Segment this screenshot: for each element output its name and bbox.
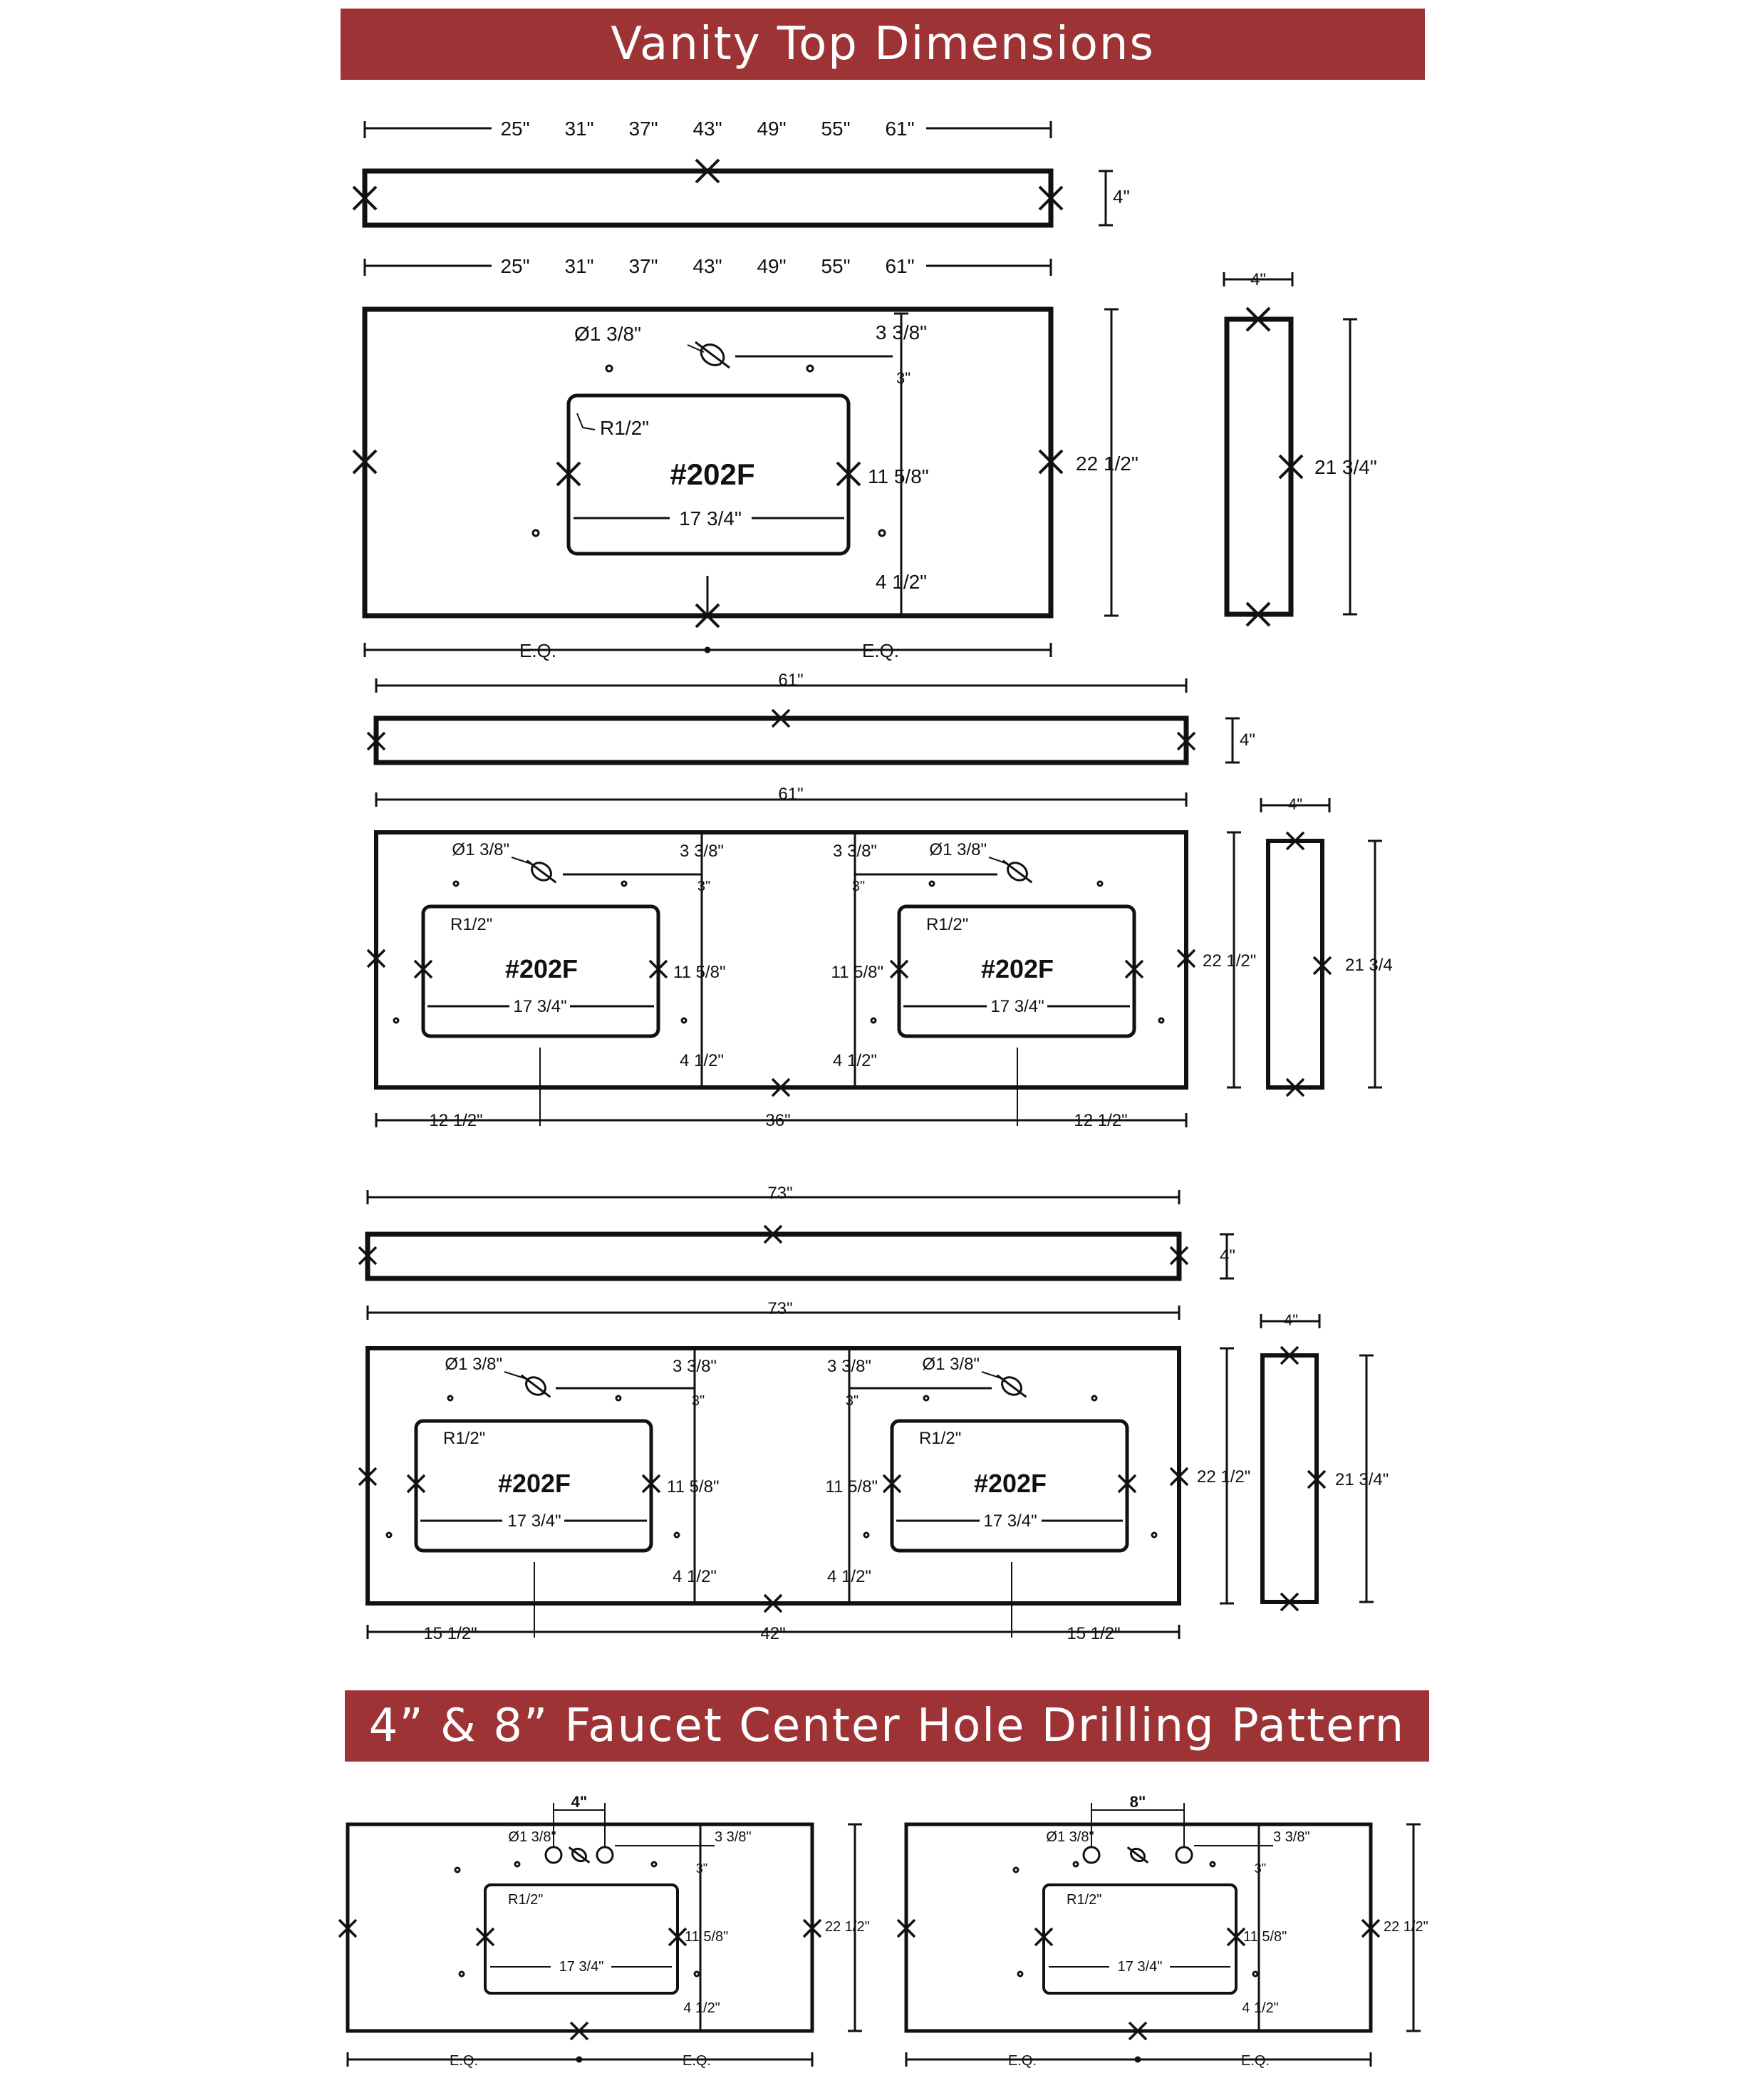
faucet-hole <box>1176 1847 1192 1863</box>
equal-spacing-label: E.Q. <box>449 2053 479 2069</box>
mounting-hole <box>1152 1533 1156 1537</box>
bowl-front-label: 4 1/2" <box>827 1567 871 1586</box>
sidesplash-width-label: 4" <box>1287 795 1303 813</box>
width-option-label: 31" <box>564 118 594 140</box>
top-depth-label: 22 1/2" <box>1384 1919 1428 1935</box>
top-depth-label: 22 1/2" <box>825 1919 870 1935</box>
overall-width-label: 73" <box>767 1299 793 1318</box>
backsplash-height-label: 4" <box>1113 186 1130 207</box>
hole-gap-label: 3" <box>691 1393 705 1409</box>
vanity-dimensions-title: Vanity Top Dimensions <box>341 9 1425 80</box>
backsplash-outline <box>368 1234 1179 1278</box>
faucet-hole <box>546 1847 561 1863</box>
mounting-hole <box>1092 1396 1096 1400</box>
bowl-height-label: 11 5/8" <box>825 1477 878 1497</box>
width-option-label: 43" <box>692 118 722 140</box>
vanity-top-outline <box>376 832 1186 1087</box>
radius-label: R1/2" <box>450 915 493 934</box>
mounting-hole <box>675 1533 679 1537</box>
overall-width-label: 61" <box>778 785 804 804</box>
width-option-label: 37" <box>628 118 658 140</box>
backsplash-height-label: 4" <box>1240 730 1255 750</box>
faucet-hole-label: Ø1 3/8" <box>922 1355 980 1374</box>
faucet-hole-label: Ø1 3/8" <box>1046 1829 1094 1845</box>
mounting-hole <box>455 1868 460 1872</box>
vanity-top-outline <box>368 1348 1179 1603</box>
mounting-hole <box>387 1533 391 1537</box>
width-option-label: 31" <box>564 255 594 277</box>
bowl-height-label: 11 5/8" <box>831 963 883 982</box>
faucet-center-label: 8" <box>1129 1793 1146 1811</box>
bowl-width-label: 17 3/4" <box>679 507 742 529</box>
hole-gap-label: 3" <box>851 879 866 894</box>
mounting-hole <box>695 1972 699 1976</box>
bowl-front-label: 4 1/2" <box>673 1567 717 1586</box>
bowl-front-label: 4 1/2" <box>1242 2000 1279 2016</box>
equal-spacing-label: E.Q. <box>682 2053 712 2069</box>
side-offset-label: 12 1/2" <box>1074 1111 1128 1130</box>
mounting-hole <box>864 1533 868 1537</box>
hole-gap-label: 3" <box>845 1393 859 1409</box>
side-offset-label: 15 1/2" <box>423 1624 477 1643</box>
hole-gap-label: 3" <box>896 369 911 387</box>
mounting-hole <box>515 1862 519 1866</box>
top-depth-label: 22 1/2" <box>1076 453 1138 475</box>
bowl-width-label: 17 3/4" <box>1117 1959 1163 1975</box>
mounting-hole <box>1014 1868 1018 1872</box>
width-option-label: 25" <box>500 255 530 277</box>
faucet-hole <box>597 1847 613 1863</box>
sink-model-label: #202F <box>973 1469 1047 1498</box>
radius-label: R1/2" <box>919 1429 962 1448</box>
mounting-hole <box>394 1018 398 1023</box>
faucet-hole-label: Ø1 3/8" <box>452 840 509 859</box>
mounting-hole <box>682 1018 686 1023</box>
mounting-hole <box>448 1396 452 1400</box>
width-option-label: 55" <box>821 118 851 140</box>
mounting-hole <box>1098 882 1102 886</box>
mounting-hole <box>807 366 813 371</box>
sidesplash-depth-label: 21 3/4 <box>1345 956 1393 975</box>
faucet-hole-label: Ø1 3/8" <box>445 1355 502 1374</box>
mounting-hole <box>460 1972 464 1976</box>
sink-model-label: #202F <box>497 1469 571 1498</box>
sidesplash-depth-label: 21 3/4" <box>1335 1470 1389 1489</box>
center-spacing-label: 36" <box>765 1111 791 1130</box>
mounting-hole <box>454 882 458 886</box>
equal-spacing-label: E.Q. <box>519 640 557 661</box>
sidesplash-depth-label: 21 3/4" <box>1314 456 1377 478</box>
width-option-label: 25" <box>500 118 530 140</box>
center-spacing-label: 42" <box>760 1624 786 1643</box>
faucet-hole <box>1084 1847 1099 1863</box>
overall-width-label: 61" <box>778 671 804 690</box>
hole-gap-label: 3" <box>1254 1861 1267 1876</box>
sidesplash-width-label: 4" <box>1283 1311 1299 1329</box>
overall-width-label: 73" <box>767 1184 793 1203</box>
radius-label: R1/2" <box>508 1892 544 1908</box>
radius-label: R1/2" <box>926 915 969 934</box>
backsplash-outline <box>376 718 1186 763</box>
width-option-label: 37" <box>628 255 658 277</box>
mounting-hole <box>930 882 934 886</box>
side-offset-label: 12 1/2" <box>429 1111 483 1130</box>
bowl-width-label: 17 3/4" <box>507 1511 561 1531</box>
radius-label: R1/2" <box>443 1429 486 1448</box>
hole-gap-label: 3" <box>695 1861 708 1876</box>
hole-offset-label: 3 3/8" <box>1273 1829 1310 1845</box>
hole-offset-label: 3 3/8" <box>827 1357 871 1376</box>
mounting-hole <box>879 530 885 536</box>
faucet-hole-label: Ø1 3/8" <box>508 1829 556 1845</box>
mounting-hole <box>1074 1862 1078 1866</box>
mounting-hole <box>622 882 626 886</box>
hole-offset-label: 3 3/8" <box>875 321 928 343</box>
bowl-height-label: 11 5/8" <box>1243 1929 1287 1945</box>
width-option-label: 49" <box>757 255 787 277</box>
mounting-hole <box>871 1018 876 1023</box>
mounting-hole <box>533 530 539 536</box>
bowl-height-label: 11 5/8" <box>667 1477 720 1497</box>
hole-offset-label: 3 3/8" <box>680 842 724 861</box>
bowl-width-label: 17 3/4" <box>983 1511 1037 1531</box>
top-depth-label: 22 1/2" <box>1203 951 1257 971</box>
sink-model-label: #202F <box>980 954 1054 983</box>
side-offset-label: 15 1/2" <box>1067 1624 1121 1643</box>
drilling-pattern-title: 4” & 8” Faucet Center Hole Drilling Pattern <box>345 1690 1429 1762</box>
backsplash-outline <box>365 171 1051 225</box>
mounting-hole <box>1210 1862 1215 1866</box>
sink-model-label: #202F <box>504 954 579 983</box>
bowl-front-label: 4 1/2" <box>683 2000 720 2016</box>
sidesplash-outline <box>1268 841 1322 1087</box>
bowl-front-label: 4 1/2" <box>680 1051 724 1070</box>
bowl-width-label: 17 3/4" <box>559 1959 604 1975</box>
top-depth-label: 22 1/2" <box>1197 1467 1251 1487</box>
equal-spacing-label: E.Q. <box>1240 2053 1270 2069</box>
width-option-label: 61" <box>885 255 915 277</box>
faucet-center-label: 4" <box>571 1793 588 1811</box>
sidesplash-outline <box>1227 319 1291 614</box>
mounting-hole <box>1018 1972 1022 1976</box>
mounting-hole <box>606 366 612 371</box>
width-option-label: 61" <box>885 118 915 140</box>
mounting-hole <box>1253 1972 1257 1976</box>
hole-offset-label: 3 3/8" <box>833 842 877 861</box>
equal-spacing-label: E.Q. <box>861 640 900 661</box>
bowl-front-label: 4 1/2" <box>875 571 928 593</box>
width-option-label: 43" <box>692 255 722 277</box>
bowl-height-label: 11 5/8" <box>685 1929 729 1945</box>
mounting-hole <box>652 1862 656 1866</box>
hole-gap-label: 3" <box>697 879 711 894</box>
radius-label: R1/2" <box>1067 1892 1102 1908</box>
backsplash-height-label: 4" <box>1220 1246 1235 1266</box>
faucet-hole-label: Ø1 3/8" <box>574 323 641 345</box>
bowl-width-label: 17 3/4" <box>990 997 1044 1016</box>
radius-leader <box>577 413 595 430</box>
sidesplash-width-label: 4" <box>1250 270 1266 289</box>
sidesplash-outline <box>1262 1355 1317 1602</box>
bowl-front-label: 4 1/2" <box>833 1051 877 1070</box>
bowl-width-label: 17 3/4" <box>513 997 567 1016</box>
bowl-height-label: 11 5/8" <box>868 465 929 487</box>
hole-offset-label: 3 3/8" <box>715 1829 752 1845</box>
leader-line <box>989 857 1007 864</box>
hole-offset-label: 3 3/8" <box>673 1357 717 1376</box>
width-option-label: 49" <box>757 118 787 140</box>
mounting-hole <box>616 1396 621 1400</box>
equal-spacing-label: E.Q. <box>1007 2053 1037 2069</box>
sink-model-label: #202F <box>670 458 755 491</box>
width-option-label: 55" <box>821 255 851 277</box>
faucet-hole-label: Ø1 3/8" <box>929 840 987 859</box>
mounting-hole <box>924 1396 928 1400</box>
bowl-height-label: 11 5/8" <box>673 963 726 982</box>
radius-label: R1/2" <box>600 417 650 439</box>
mounting-hole <box>1159 1018 1163 1023</box>
